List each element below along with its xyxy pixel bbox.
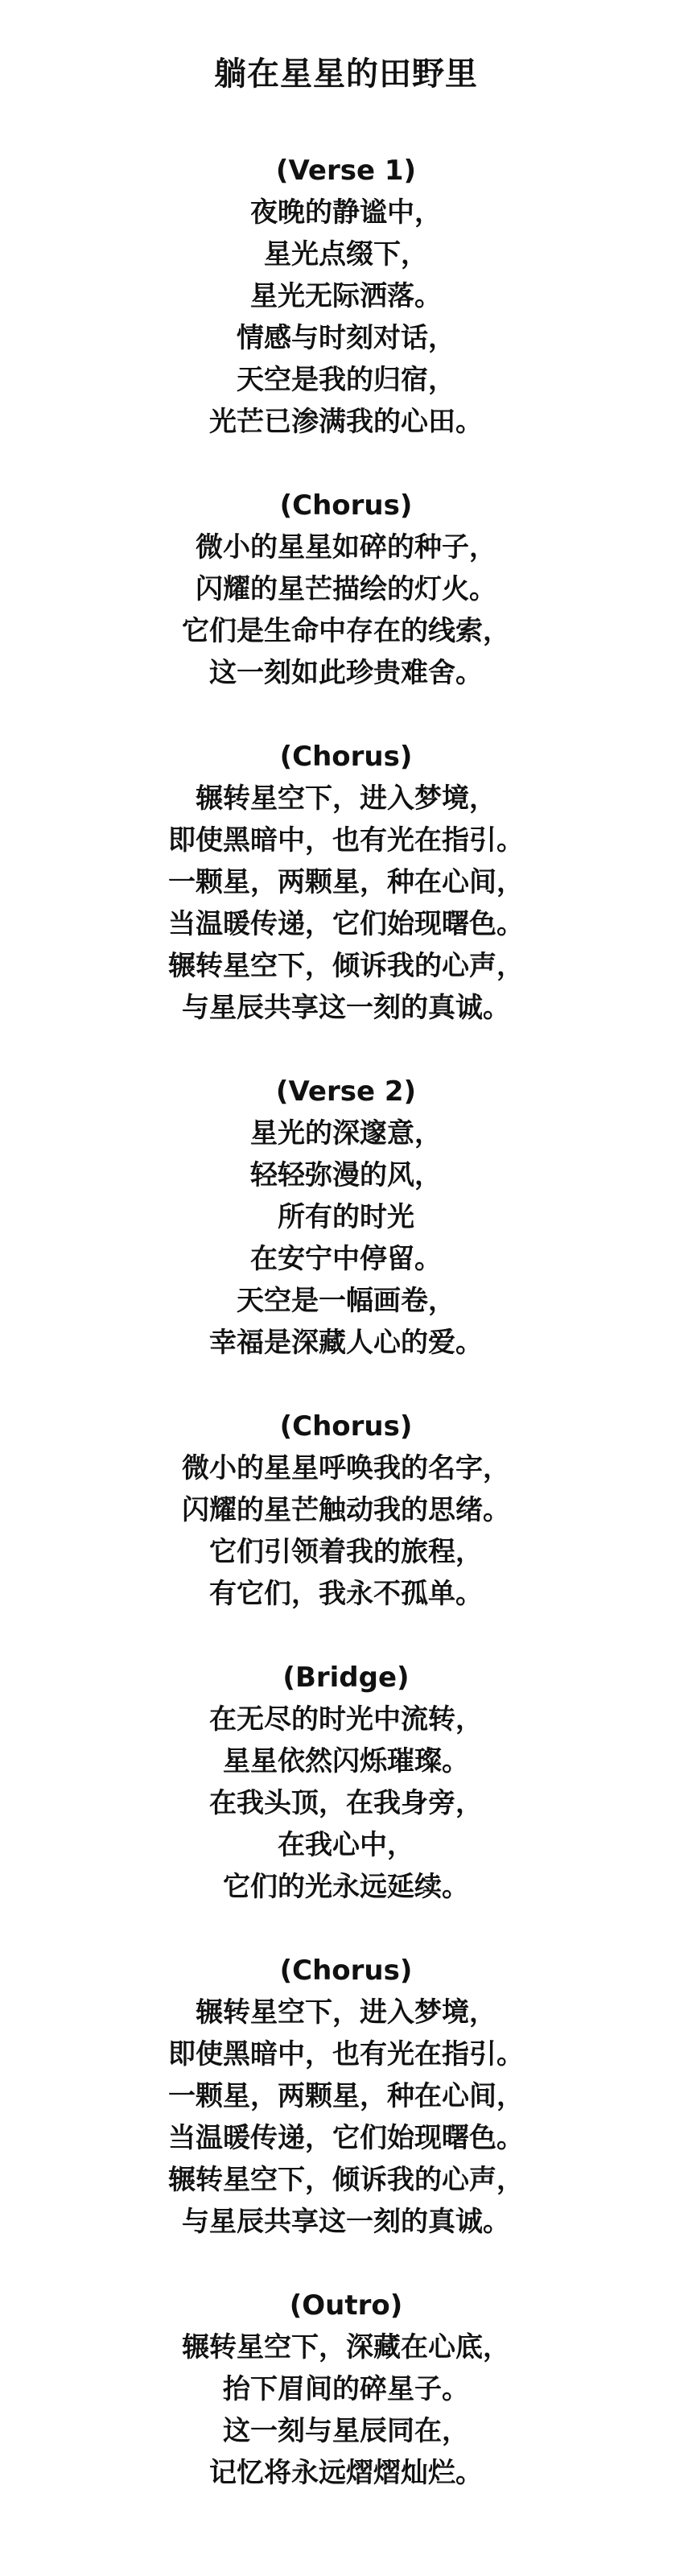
lyric-line: 这一刻如此珍贵难舍。 <box>209 657 483 689</box>
lyric-line: 闪耀的星芒描绘的灯火。 <box>196 573 496 605</box>
section-label: (Chorus) <box>279 489 413 522</box>
lyric-line: 辗转星空下，倾诉我的心声， <box>168 2164 524 2196</box>
lyric-line: 辗转星空下，进入梦境， <box>196 1996 496 2029</box>
lyric-line: 它们引领着我的旅程， <box>209 1536 483 1568</box>
lyrics-section <box>0 1657 692 1908</box>
lyric-line: 一颗星，两颗星，种在心间， <box>168 2080 524 2112</box>
lyric-line: 有它们，我永不孤单。 <box>209 1578 483 1610</box>
lyric-line: 辗转星空下，倾诉我的心声， <box>168 950 524 982</box>
lyric-line: 当温暖传递，它们始现曙色。 <box>168 908 524 940</box>
lyric-line: 在无尽的时光中流转， <box>209 1703 483 1736</box>
song-title: 躺在星星的田野里 <box>214 56 478 93</box>
lyrics-section <box>0 1071 692 1364</box>
lyric-line: 它们的光永远延续。 <box>223 1871 469 1903</box>
lyric-line: 辗转星空下，进入梦境， <box>196 782 496 815</box>
lyrics-section <box>0 485 692 694</box>
lyrics-section <box>0 1950 692 2243</box>
section-label: (Chorus) <box>279 1955 413 1987</box>
lyrics-section <box>0 1406 692 1615</box>
lyric-line: 闪耀的星芒触动我的思绪。 <box>182 1494 510 1526</box>
lyric-line: 情感与时刻对话， <box>237 322 455 354</box>
section-label: (Bridge) <box>282 1662 410 1694</box>
lyric-line: 星星依然闪烁璀璨。 <box>223 1745 469 1777</box>
lyric-line: 在安宁中停留。 <box>250 1243 442 1275</box>
lyric-line: 天空是一幅画卷， <box>237 1285 455 1317</box>
lyric-line: 光芒已渗满我的心田。 <box>209 406 483 438</box>
lyric-line: 在我头顶，在我身旁， <box>209 1787 483 1819</box>
lyric-line: 微小的星星呼唤我的名字， <box>182 1452 510 1484</box>
lyric-line: 即使黑暗中，也有光在指引。 <box>168 2038 524 2070</box>
lyric-line: 辗转星空下，深藏在心底， <box>182 2331 510 2363</box>
section-label: (Verse 2) <box>275 1075 417 1108</box>
lyric-line: 星光点缀下， <box>264 238 428 270</box>
lyric-line: 抬下眉间的碎星子。 <box>223 2373 469 2405</box>
section-label: (Outro) <box>289 2289 403 2322</box>
section-label: (Chorus) <box>279 1410 413 1443</box>
lyric-line: 与星辰共享这一刻的真诚。 <box>182 992 510 1024</box>
lyric-line: 所有的时光 <box>278 1201 414 1233</box>
lyric-line: 夜晚的静谧中， <box>250 196 442 229</box>
section-label: (Chorus) <box>279 741 413 773</box>
lyric-line: 天空是我的归宿， <box>237 364 455 396</box>
lyrics-section <box>0 150 692 443</box>
lyric-line: 当温暖传递，它们始现曙色。 <box>168 2122 524 2154</box>
lyric-line: 星光的深邃意， <box>250 1117 442 1150</box>
lyric-line: 与星辰共享这一刻的真诚。 <box>182 2206 510 2238</box>
lyrics-section <box>0 736 692 1029</box>
lyric-line: 一颗星，两颗星，种在心间， <box>168 866 524 898</box>
lyric-line: 在我心中， <box>278 1829 414 1861</box>
lyric-line: 它们是生命中存在的线索， <box>182 615 510 647</box>
lyric-line: 这一刻与星辰同在， <box>223 2415 469 2447</box>
lyric-line: 记忆将永远熠熠灿烂。 <box>209 2457 483 2489</box>
lyrics-sections <box>0 150 692 2494</box>
lyric-line: 轻轻弥漫的风， <box>250 1159 442 1191</box>
lyric-line: 即使黑暗中，也有光在指引。 <box>168 824 524 857</box>
lyric-line: 星光无际洒落。 <box>250 280 442 312</box>
lyric-line: 微小的星星如碎的种子， <box>196 531 496 564</box>
lyrics-section <box>0 2285 692 2494</box>
section-label: (Verse 1) <box>275 155 417 187</box>
lyric-line: 幸福是深藏人心的爱。 <box>209 1327 483 1359</box>
